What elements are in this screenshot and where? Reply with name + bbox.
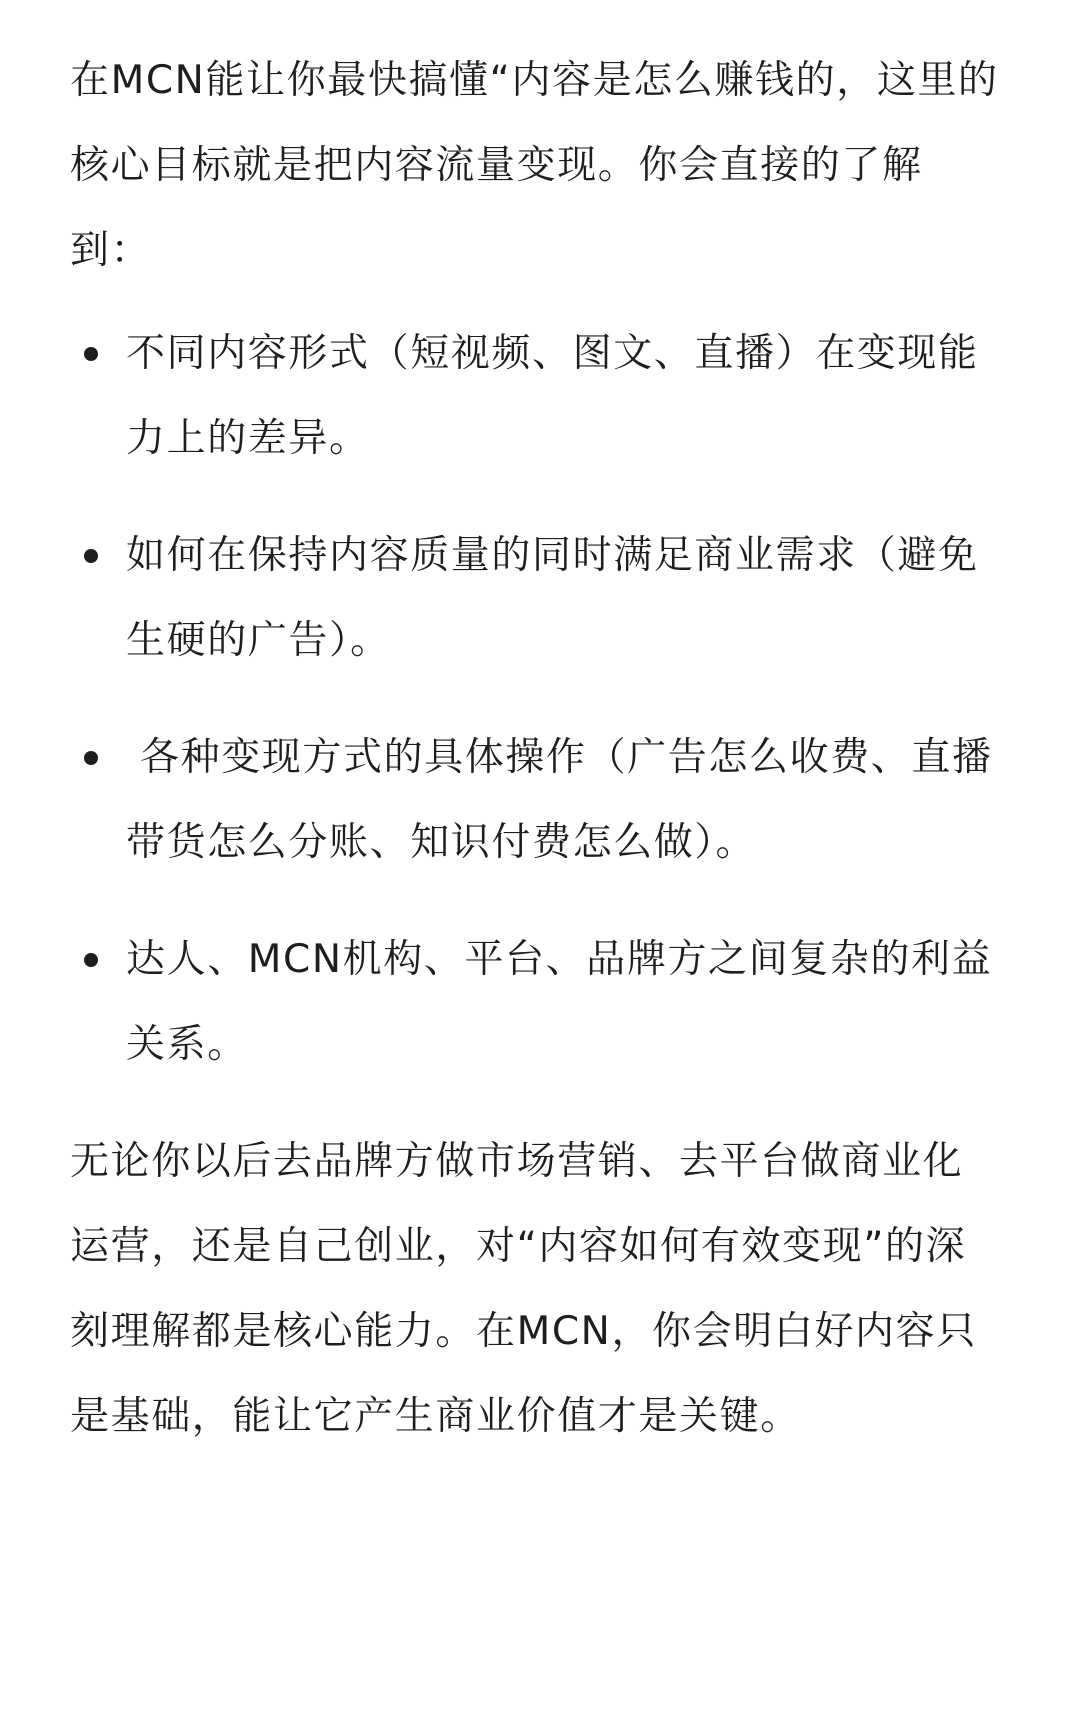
outro-paragraph: 无论你以后去品牌方做市场营销、去平台做商业化运营，还是自己创业，对“内容如何有效变现”的深刻理解都是核心能力。在MCN，你会明白好内容只是基础，能让它产生商业价值才是关键。 [70, 1139, 977, 1439]
intro-paragraph: 在MCN能让你最快搞懂“内容是怎么赚钱的，这里的核心目标就是把内容流量变现。你会直接的了解到： [70, 58, 999, 273]
list-item [70, 513, 1000, 683]
bullet-list [70, 311, 1000, 1087]
bullet-dot-icon [84, 347, 98, 361]
list-item [70, 311, 1000, 481]
list-item [70, 917, 1000, 1087]
bullet-dot-icon [84, 953, 98, 967]
bullet-dot-icon [84, 751, 98, 765]
list-item-text: 如何在保持内容质量的同时满足商业需求（避免生硬的广告）。 [126, 533, 979, 663]
list-item-text: 不同内容形式（短视频、图文、直播）在变现能力上的差异。 [126, 331, 979, 461]
bullet-dot-icon [84, 549, 98, 563]
list-item-text: 各种变现方式的具体操作（广告怎么收费、直播带货怎么分账、知识付费怎么做）。 [126, 735, 993, 865]
list-item-text: 达人、MCN机构、平台、品牌方之间复杂的利益关系。 [126, 937, 993, 1067]
list-item [70, 715, 1000, 885]
